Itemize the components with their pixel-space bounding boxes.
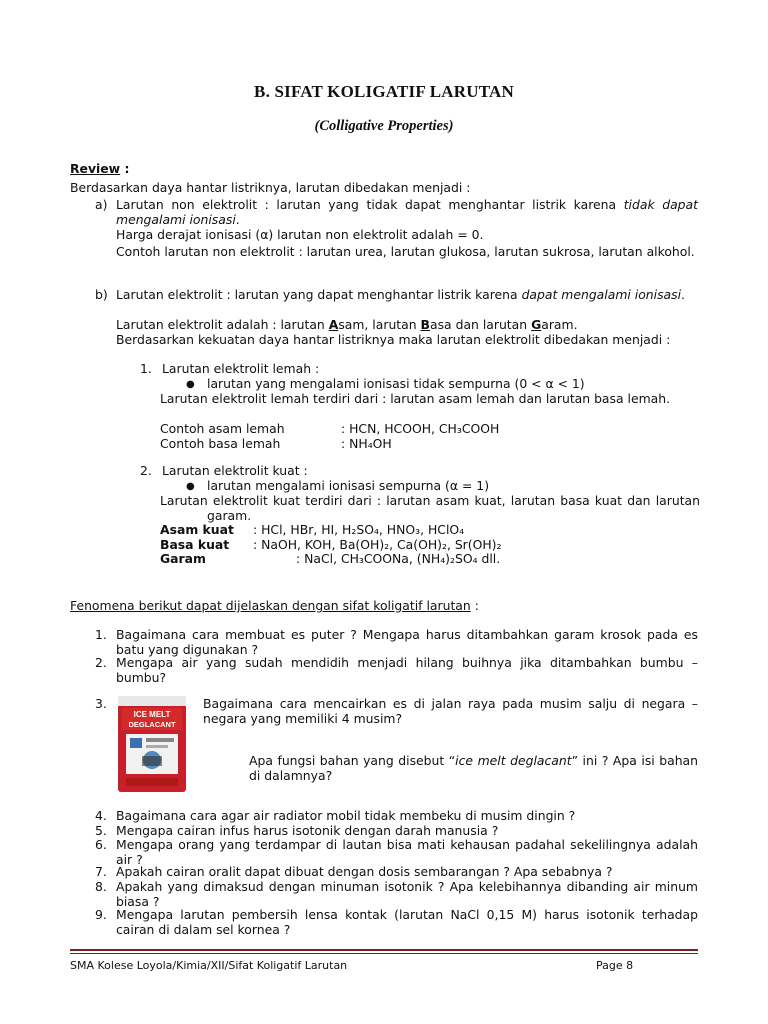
- strong-acid-label: Asam kuat: [160, 522, 234, 537]
- item-b-definition: [116, 287, 698, 302]
- question-number: 8.: [95, 879, 107, 894]
- product-label-line1: ICE MELT: [133, 710, 171, 719]
- strong-base-value: : NaOH, KOH, Ba(OH)₂, Ca(OH)₂, Sr(OH)₂: [253, 537, 502, 552]
- strong-salt-label: Garam: [160, 551, 206, 566]
- item-a-definition: [116, 197, 698, 227]
- item-a-def-italic: tidak dapat mengalami ionisasi: [116, 197, 698, 227]
- question-number: 7.: [95, 864, 107, 879]
- abg-end: aram.: [541, 317, 578, 332]
- item-a-marker: a): [95, 197, 108, 212]
- item-a-examples: Contoh larutan non elektrolit : larutan urea, larutan glukosa, larutan sukrosa, larutan alkohol.: [116, 244, 695, 259]
- question-7: Apakah cairan oralit dapat dibuat dengan dosis sembarangan ? Apa sebabnya ?: [116, 864, 613, 879]
- phenomena-heading-line: [70, 598, 479, 613]
- item-b-def-text: Larutan elektrolit : larutan yang dapat menghantar listrik karena: [116, 287, 522, 302]
- weak-base-value: : NH₄OH: [341, 436, 392, 451]
- abg-mid2: asa dan larutan: [430, 317, 532, 332]
- question-4: Bagaimana cara agar air radiator mobil tidak membeku di musim dingin ?: [116, 808, 576, 823]
- footer-rule-thin: [70, 953, 698, 954]
- abg-letter-g: G: [531, 317, 542, 332]
- weak-composition-text: Larutan elektrolit lemah terdiri dari : larutan asam lemah dan larutan basa lemah.: [160, 391, 671, 406]
- footer-left: SMA Kolese Loyola/Kimia/XII/Sifat Koligatif Larutan: [70, 959, 348, 972]
- abg-letter-a: A: [328, 317, 339, 332]
- item-a-def-text: Larutan non elektrolit : larutan yang tidak dapat menghantar listrik karena: [116, 197, 624, 212]
- review-colon: :: [120, 161, 130, 176]
- q3b-post: ” ini ? Apa isi bahan di dalamnya?: [249, 753, 698, 783]
- item-a-alpha-line: [116, 227, 698, 242]
- abg-letter-b: B: [420, 317, 430, 332]
- question-number: 2.: [95, 655, 107, 670]
- item-b-abg-line: [116, 317, 698, 332]
- section-title: B. SIFAT KOLIGATIF LARUTAN: [254, 82, 514, 101]
- abg-mid1: sam, larutan: [338, 317, 421, 332]
- review-intro: Berdasarkan daya hantar listriknya, larutan dibedakan menjadi :: [70, 180, 471, 195]
- item-a-def-end: .: [235, 212, 240, 227]
- strong-marker: 2.: [140, 463, 152, 478]
- section-subtitle: (Colligative Properties): [314, 118, 454, 134]
- phenomena-heading: Fenomena berikut dapat dijelaskan dengan sifat koligatif larutan: [70, 598, 471, 613]
- question-8: Apakah yang dimaksud dengan minuman isotonik ? Apa kelebihannya dibanding air minum biasa ?: [116, 879, 698, 909]
- question-1: Bagaimana cara membuat es puter ? Mengapa harus ditambahkan garam krosok pada es batu yang digunakan ?: [116, 627, 698, 657]
- strong-acid-value: : HCl, HBr, HI, H₂SO₄, HNO₃, HClO₄: [253, 522, 465, 537]
- product-label-line2: DEGLACANT: [128, 720, 176, 729]
- q3b-pre: Apa fungsi bahan yang disebut “: [249, 753, 456, 768]
- strong-composition: [160, 493, 700, 523]
- strong-bullet-text: larutan mengalami ionisasi sempurna (α = 1): [207, 478, 490, 493]
- weak-acid-label: Contoh asam lemah: [160, 421, 285, 436]
- item-b-def-end: .: [681, 287, 685, 302]
- weak-marker: 1.: [140, 361, 152, 376]
- weak-base-label: Contoh basa lemah: [160, 436, 281, 451]
- strong-composition-text: Larutan elektrolit kuat terdiri dari : larutan asam kuat, larutan basa kuat dan larutan garam.: [160, 493, 700, 523]
- strong-salt-value: : NaCl, CH₃COONa, (NH₄)₂SO₄ dll.: [296, 551, 501, 566]
- question-number: 5.: [95, 823, 107, 838]
- review-heading-line: [70, 161, 129, 176]
- question-9: Mengapa larutan pembersih lensa kontak (larutan NaCl 0,15 M) harus isotonik terhadap cairan di dalam sel kornea ?: [116, 907, 698, 937]
- question-3b: [249, 753, 698, 783]
- question-3a: Bagaimana cara mencairkan es di jalan raya pada musim salju di negara – negara yang memiliki 4 musim?: [203, 696, 698, 726]
- alpha-pre: Harga derajat ionisasi (: [116, 227, 261, 242]
- review-heading: Review: [70, 161, 121, 176]
- question-number: 6.: [95, 837, 107, 852]
- bullet-icon: ●: [186, 379, 195, 390]
- item-b-def-italic: dapat mengalami ionisasi: [521, 287, 682, 302]
- q3b-italic: ice melt deglacant: [455, 753, 572, 768]
- weak-acid-value: : HCN, HCOOH, CH₃COOH: [341, 421, 500, 436]
- question-number: 1.: [95, 627, 107, 642]
- question-2: Mengapa air yang sudah mendidih menjadi hilang buihnya jika ditambahkan bumbu – bumbu?: [116, 655, 698, 685]
- abg-pre: Larutan elektrolit adalah : larutan: [116, 317, 329, 332]
- strong-base-label: Basa kuat: [160, 537, 230, 552]
- question-6: Mengapa orang yang terdampar di lautan bisa mati kehausan padahal sekelilingnya adalah air ?: [116, 837, 698, 867]
- alpha-post: ) larutan non elektrolit adalah = 0.: [268, 227, 484, 242]
- phenomena-heading-colon: :: [470, 598, 479, 613]
- question-5: Mengapa cairan infus harus isotonik dengan darah manusia ?: [116, 823, 499, 838]
- weak-composition: [160, 391, 700, 406]
- footer-rule: [70, 949, 698, 951]
- strong-label: Larutan elektrolit kuat :: [162, 463, 308, 478]
- weak-bullet-text: larutan yang mengalami ionisasi tidak sempurna (0 < α < 1): [207, 376, 585, 391]
- alpha-symbol: α: [260, 227, 269, 242]
- weak-label: Larutan elektrolit lemah :: [162, 361, 320, 376]
- footer-page-number: Page 8: [596, 959, 634, 972]
- item-b-marker: b): [95, 287, 108, 302]
- item-b-strength-intro: Berdasarkan kekuatan daya hantar listriknya maka larutan elektrolit dibedakan menjadi :: [116, 332, 671, 347]
- ice-melt-product-image: [116, 694, 188, 794]
- question-number: 4.: [95, 808, 107, 823]
- ice-melt-bag-icon: [116, 694, 188, 794]
- question-number: 9.: [95, 907, 107, 922]
- bullet-icon: ●: [186, 481, 195, 492]
- question-number: 3.: [95, 696, 107, 711]
